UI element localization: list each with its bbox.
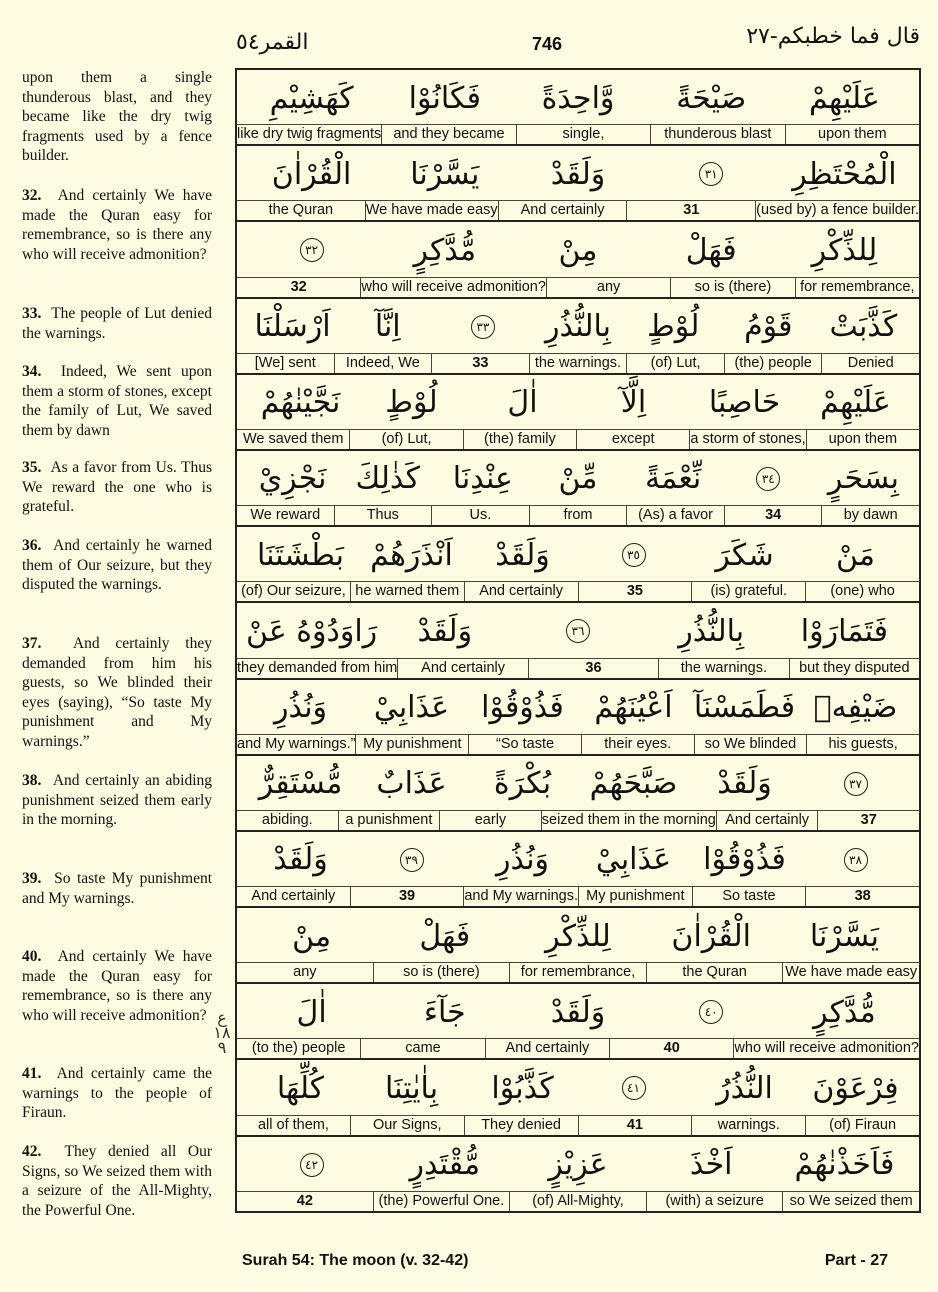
arabic-word: وَّاحِدَةً <box>541 80 615 116</box>
word-translation: We reward <box>250 507 321 524</box>
word-translation: but they disputed <box>789 659 919 678</box>
arabic-word: فَتَمَارَوْا <box>800 613 888 649</box>
word-translation: 31 <box>626 201 755 220</box>
word-translation: And certainly <box>251 888 336 905</box>
word-by-word-grid <box>235 68 921 1213</box>
arabic-word: وَلَقَدْ <box>495 537 550 573</box>
verse-number: 39. <box>22 870 42 887</box>
verse-text: The people of Lut denied the warnings. <box>22 305 213 342</box>
word-translation: We have made easy <box>365 202 498 219</box>
arabic-line <box>237 451 919 507</box>
verse-translation <box>22 536 212 595</box>
word-translation: (with) a seizure <box>646 1192 783 1211</box>
word-translation: And certainly <box>464 582 578 601</box>
word-translation: (to the) people <box>251 1040 346 1057</box>
word-translation: who will receive admonition? <box>361 278 546 295</box>
arabic-word: كَذٰلِكَ <box>355 461 420 497</box>
word-translation: his guests, <box>806 735 919 754</box>
arabic-word: وَلَقَدْ <box>550 994 606 1030</box>
word-translation: 32 <box>290 278 307 295</box>
arabic-word: مِنْ <box>292 918 332 954</box>
arabic-word: بَطْشَتَنَا <box>257 537 344 573</box>
verse-translation <box>22 1064 212 1123</box>
arabic-word: ضَيْفِهٖ <box>813 690 898 725</box>
verse-number: 32. <box>22 187 42 204</box>
word-translation: except <box>576 430 689 449</box>
grid-row <box>237 1137 919 1213</box>
arabic-word: فَهَلْ <box>685 232 737 268</box>
ayah-end-marker <box>511 619 644 643</box>
word-translation: for remembrance, <box>795 278 919 297</box>
verse-number: 41. <box>22 1065 42 1082</box>
verse-text: As a favor from Us. Thus We reward the one who is grateful. <box>22 459 212 515</box>
word-translation: [We] sent <box>254 354 316 371</box>
arabic-word: يَسَّرْنَا <box>410 156 480 192</box>
surah-name-header: القمر٥٤ <box>236 30 309 55</box>
word-translation: 37 <box>817 811 919 830</box>
word-translation: the Quran <box>646 963 783 982</box>
word-translation: the warnings. <box>529 354 627 373</box>
arabic-word: عَلَيْهِمْ <box>809 80 880 116</box>
arabic-word: وَنُذُرِ <box>495 842 550 878</box>
ayah-number: ٣٤ <box>756 467 780 491</box>
word-translation: so We blinded <box>694 735 807 754</box>
arabic-word: مُّقْتَدِرٍ <box>409 1147 481 1183</box>
arabic-word: حَاصِبًا <box>708 385 781 421</box>
grid-row <box>237 680 919 756</box>
word-translation: 38 <box>805 887 919 906</box>
arabic-word: عَذَابِيْ <box>595 842 672 878</box>
ayah-end-marker <box>245 1153 378 1177</box>
word-translation: 33 <box>431 354 529 373</box>
verse-translation <box>22 771 212 830</box>
translation-line <box>237 1191 919 1211</box>
word-translation: Us. <box>431 506 529 525</box>
verse-translation <box>22 458 212 517</box>
arabic-word: اَنْذَرَهُمْ <box>370 537 453 573</box>
word-translation: any <box>293 964 317 981</box>
word-translation: 42 <box>296 1192 313 1209</box>
arabic-word: يَسَّرْنَا <box>809 918 879 954</box>
arabic-line <box>237 984 919 1040</box>
word-translation: and My warnings.” <box>237 735 356 752</box>
arabic-word: اٰلَ <box>296 994 327 1030</box>
word-translation: single, <box>516 125 650 144</box>
arabic-word: وَنُذُرِ <box>273 690 328 725</box>
arabic-line <box>237 146 919 202</box>
verse-text: And certainly We have made the Quran easy for remembrance, so is there any who will receive admonition? <box>22 187 212 263</box>
verse-translation <box>22 947 212 1025</box>
translation-line <box>237 886 919 906</box>
word-translation: so We seized them <box>782 1192 919 1211</box>
arabic-word: وَلَقَدْ <box>417 613 473 649</box>
word-translation: (the) family <box>463 430 576 449</box>
word-translation: And certainly <box>485 1039 609 1058</box>
word-translation: for remembrance, <box>509 963 646 982</box>
verse-translation <box>22 362 212 440</box>
arabic-word: مَنْ <box>836 537 875 573</box>
arabic-line <box>237 680 919 736</box>
arabic-word: نَجْزِيْ <box>258 461 327 497</box>
verse-text: And certainly he warned them of Our seizure, but they disputed the warnings. <box>22 537 212 593</box>
word-translation: abiding. <box>261 811 313 828</box>
word-translation: and they became <box>381 125 515 144</box>
arabic-word: مُّدَّكِرٍ <box>813 994 876 1030</box>
arabic-word: اَعْيُنَهُمْ <box>594 690 673 725</box>
translation-line <box>237 810 919 830</box>
verse-text: Indeed, We sent upon them a storm of stones, except the family of Lut, We saved them by dawn <box>22 363 212 439</box>
verse-text: They denied all Our Signs, so We seized them with a seizure of the All-Mighty, the Powerful One. <box>22 1143 213 1219</box>
arabic-line <box>237 222 919 278</box>
ayah-number: ٣٧ <box>844 772 868 796</box>
arabic-line <box>237 603 919 659</box>
word-translation: And certainly <box>716 811 818 830</box>
verse-text: And certainly an abiding punishment seized them early in the morning. <box>22 772 212 828</box>
translation-line <box>237 353 919 373</box>
verse-number: 40. <box>22 948 42 965</box>
arabic-word: بِسَحَرٍ <box>827 461 899 497</box>
grid-row <box>237 527 919 603</box>
translation-line <box>237 581 919 601</box>
ayah-number: ٤٠ <box>699 1000 723 1024</box>
word-translation: (one) who <box>805 582 919 601</box>
word-translation: and My warnings. <box>464 888 578 905</box>
word-translation: Our Signs, <box>350 1116 464 1135</box>
arabic-word: عَذَابِيْ <box>373 690 450 725</box>
word-translation: “So taste <box>468 735 581 754</box>
word-translation: My punishment <box>578 887 692 906</box>
ayah-number: ٣١ <box>699 162 723 186</box>
word-translation: any <box>546 278 670 297</box>
word-translation: 39 <box>350 887 464 906</box>
verse-text: And certainly came the warnings to the people of Firaun. <box>22 1065 213 1121</box>
word-translation: so is (there) <box>373 963 510 982</box>
translation-line <box>237 734 919 754</box>
grid-row <box>237 299 919 375</box>
arabic-line <box>237 527 919 583</box>
ayah-number: ٣٦ <box>566 619 590 643</box>
ayah-number: ٤١ <box>622 1076 646 1100</box>
word-translation: We have made easy <box>782 963 919 982</box>
word-translation: (the) Powerful One. <box>373 1192 510 1211</box>
translation-line <box>237 277 919 297</box>
footer-surah-info: Surah 54: The moon (v. 32-42) <box>242 1252 469 1269</box>
arabic-word: اَخْذَ <box>689 1147 733 1183</box>
word-translation: My punishment <box>355 735 468 754</box>
ayah-number: ٤٢ <box>300 1153 324 1177</box>
arabic-word: مِّنْ <box>558 461 598 497</box>
arabic-word: الْقُرْاٰنَ <box>271 156 352 192</box>
grid-row <box>237 375 919 451</box>
translation-line <box>237 200 919 220</box>
ruku-marker: ع ١٨ ٩ <box>213 1008 231 1057</box>
grid-row <box>237 603 919 679</box>
word-translation: (of) Lut, <box>626 354 724 373</box>
arabic-word: فَاَخَذْنٰهُمْ <box>794 1147 895 1183</box>
word-translation: who will receive admonition? <box>734 1040 919 1057</box>
verse-text: And certainly We have made the Quran easy for remembrance, so is there any who will receive admonition? <box>22 948 212 1024</box>
arabic-word: كَذَّبُوْا <box>491 1070 554 1106</box>
arabic-word: بُكْرَةً <box>493 766 552 802</box>
word-translation: all of them, <box>257 1116 329 1133</box>
ayah-number: ٣٣ <box>471 315 495 339</box>
word-translation: their eyes. <box>581 735 694 754</box>
ayah-end-marker <box>645 162 778 186</box>
arabic-word: بِالنُّذُرِ <box>545 309 611 345</box>
verse-number: 33. <box>22 305 42 322</box>
verse-number: 42. <box>22 1143 42 1160</box>
grid-row <box>237 984 919 1060</box>
ayah-end-marker <box>578 1076 689 1100</box>
word-translation: seized them in the morning <box>541 811 716 828</box>
arabic-word: عِنْدِنَا <box>452 461 513 497</box>
arabic-word: لُوْطٍ <box>646 309 700 345</box>
ayah-number: ٣٥ <box>622 543 646 567</box>
ayah-end-marker <box>356 848 467 872</box>
arabic-word: فِرْعَوْنَ <box>812 1070 899 1106</box>
arabic-line <box>237 299 919 355</box>
word-translation: the warnings. <box>658 659 788 678</box>
arabic-line <box>237 756 919 812</box>
word-translation: the Quran <box>268 202 334 219</box>
translation-line <box>237 124 919 144</box>
arabic-word: فَهَلْ <box>419 918 471 954</box>
arabic-word: نَجَّيْنٰهُمْ <box>260 385 341 421</box>
word-translation: (As) a favor <box>626 506 724 525</box>
word-translation: they demanded from him <box>236 659 398 676</box>
arabic-word: بِاٰيٰتِنَا <box>384 1070 439 1106</box>
word-translation: And certainly <box>397 659 527 678</box>
footer-part: Part - 27 <box>824 1252 888 1269</box>
arabic-word: فَطَمَسْنَآ <box>693 690 796 725</box>
translation-line <box>237 658 919 678</box>
arabic-line <box>237 908 919 964</box>
verse-number: 34. <box>22 363 42 380</box>
arabic-word: الْقُرْاٰنَ <box>671 918 751 954</box>
word-translation: 35 <box>578 582 692 601</box>
arabic-word: صَبَّحَهُمْ <box>589 766 678 802</box>
word-translation: came <box>360 1039 484 1058</box>
ayah-number: ٣٩ <box>400 848 424 872</box>
arabic-word: فَكَانُوْا <box>408 80 481 116</box>
arabic-word: فَذُوْقُوْا <box>481 690 564 725</box>
word-translation: So taste <box>692 887 806 906</box>
arabic-word: اِلَّآ <box>620 385 647 421</box>
arabic-word: كُلِّهَا <box>276 1070 325 1106</box>
word-translation: by dawn <box>821 506 919 525</box>
ayah-end-marker <box>245 238 378 262</box>
arabic-word: لِلذِّكْرِ <box>545 918 611 954</box>
arabic-word: اٰلَ <box>507 385 538 421</box>
word-translation: 41 <box>578 1116 692 1135</box>
translation-line <box>237 962 919 982</box>
verse-translation <box>22 68 212 166</box>
arabic-word: النُّذُرُ <box>716 1070 773 1106</box>
word-translation: (of) Our seizure, <box>241 583 346 600</box>
page-number: 746 <box>532 34 563 54</box>
word-translation: Denied <box>821 354 919 373</box>
arabic-word: عَزِيْزٍ <box>548 1147 608 1183</box>
arabic-word: عَذَابٌ <box>376 766 447 802</box>
arabic-word: جَآءَ <box>423 994 466 1030</box>
arabic-line <box>237 70 919 126</box>
grid-row <box>237 70 919 146</box>
juz-name-header: قال فما خطبكم-٢٧ <box>746 24 920 49</box>
word-translation: from <box>529 506 627 525</box>
word-translation: (of) Firaun <box>805 1116 919 1135</box>
translation-line <box>237 1115 919 1135</box>
word-translation: upon them <box>806 430 919 449</box>
arabic-word: اَرْسَلْنَا <box>254 309 331 345</box>
word-translation: (is) grateful. <box>691 582 805 601</box>
word-translation: And certainly <box>498 201 627 220</box>
word-translation: thunderous blast <box>650 125 784 144</box>
verse-translation <box>22 1142 212 1220</box>
verse-translation <box>22 304 212 343</box>
grid-row <box>237 832 919 908</box>
word-translation: Thus <box>334 506 432 525</box>
arabic-word: الْمُحْتَظِرِ <box>792 156 897 192</box>
word-translation: Indeed, We <box>334 354 432 373</box>
word-translation: so is (there) <box>670 278 794 297</box>
word-translation: 36 <box>528 659 658 678</box>
translation-line <box>237 429 919 449</box>
arabic-word: لُوْطٍ <box>385 385 438 421</box>
verse-text: upon them a single thunderous blast, and they became like the dry twig fragments used by a fence builder. <box>22 69 212 164</box>
word-translation: a punishment <box>338 811 440 830</box>
arabic-line <box>237 1060 919 1116</box>
word-translation: (of) All-Mighty, <box>509 1192 646 1211</box>
page-header <box>0 0 938 66</box>
word-translation: 34 <box>724 506 822 525</box>
word-translation: he warned them <box>350 582 464 601</box>
ayah-end-marker <box>800 848 911 872</box>
word-translation: 40 <box>609 1039 733 1058</box>
arabic-line <box>237 375 919 431</box>
grid-row <box>237 451 919 527</box>
ayah-number: ٣٢ <box>300 238 324 262</box>
grid-row <box>237 756 919 832</box>
grid-row <box>237 146 919 222</box>
verse-translation <box>22 634 212 751</box>
grid-row <box>237 222 919 298</box>
arabic-word: رَاوَدُوْهُ عَنْ <box>246 613 378 649</box>
word-translation: upon them <box>785 125 919 144</box>
arabic-word: شَكَرَ <box>715 537 774 573</box>
arabic-word: وَلَقَدْ <box>717 766 772 802</box>
verse-number: 36. <box>22 537 42 554</box>
arabic-word: كَهَشِيْمِ <box>269 80 354 116</box>
arabic-word: عَلَيْهِمْ <box>820 385 891 421</box>
verse-number: 37. <box>22 635 42 652</box>
arabic-word: مُّسْتَقِرٌّ <box>258 766 343 802</box>
arabic-word: لِلذِّكْرِ <box>811 232 878 268</box>
grid-row <box>237 908 919 984</box>
ayah-end-marker <box>800 772 911 796</box>
translation-line <box>237 1038 919 1058</box>
ayah-end-marker <box>578 543 689 567</box>
ayah-end-marker <box>435 315 530 339</box>
verse-text: So taste My punishment and My warnings. <box>22 870 212 907</box>
arabic-word: قَوْمُ <box>744 309 793 345</box>
ayah-end-marker <box>645 1000 778 1024</box>
arabic-word: فَذُوْقُوْا <box>703 842 786 878</box>
word-translation: like dry twig fragments <box>237 126 382 143</box>
ayah-number: ٣٨ <box>844 848 868 872</box>
arabic-word: وَلَقَدْ <box>273 842 328 878</box>
verse-number: 38. <box>22 772 42 789</box>
ayah-end-marker <box>721 467 816 491</box>
arabic-word: نِّعْمَةً <box>645 461 702 497</box>
arabic-word: مُّدَّكِرٍ <box>413 232 477 268</box>
verse-text: And certainly they demanded from him his guests, so We blinded their eyes (saying), “So taste My punishment and My warnings.” <box>22 635 212 750</box>
word-translation: (the) people <box>724 354 822 373</box>
word-translation: They denied <box>464 1116 578 1135</box>
verse-translation <box>22 186 212 264</box>
translation-line <box>237 505 919 525</box>
word-translation: a storm of stones, <box>690 430 806 447</box>
arabic-word: كَذَّبَتْ <box>829 309 898 345</box>
verse-translation <box>22 869 212 908</box>
arabic-line <box>237 1137 919 1193</box>
word-translation: (of) Lut, <box>349 430 462 449</box>
arabic-word: بِالنُّذُرِ <box>678 613 745 649</box>
word-translation: early <box>439 811 541 830</box>
word-translation: warnings. <box>691 1116 805 1135</box>
verse-number: 35. <box>22 459 42 476</box>
arabic-word: وَلَقَدْ <box>550 156 606 192</box>
word-translation: (used by) a fence builder. <box>756 202 919 219</box>
arabic-line <box>237 832 919 888</box>
arabic-word: مِنْ <box>558 232 598 268</box>
arabic-word: صَيْحَةً <box>676 80 747 116</box>
arabic-word: اِنَّآ <box>374 309 401 345</box>
grid-row <box>237 1060 919 1136</box>
word-translation: We saved them <box>242 430 344 447</box>
